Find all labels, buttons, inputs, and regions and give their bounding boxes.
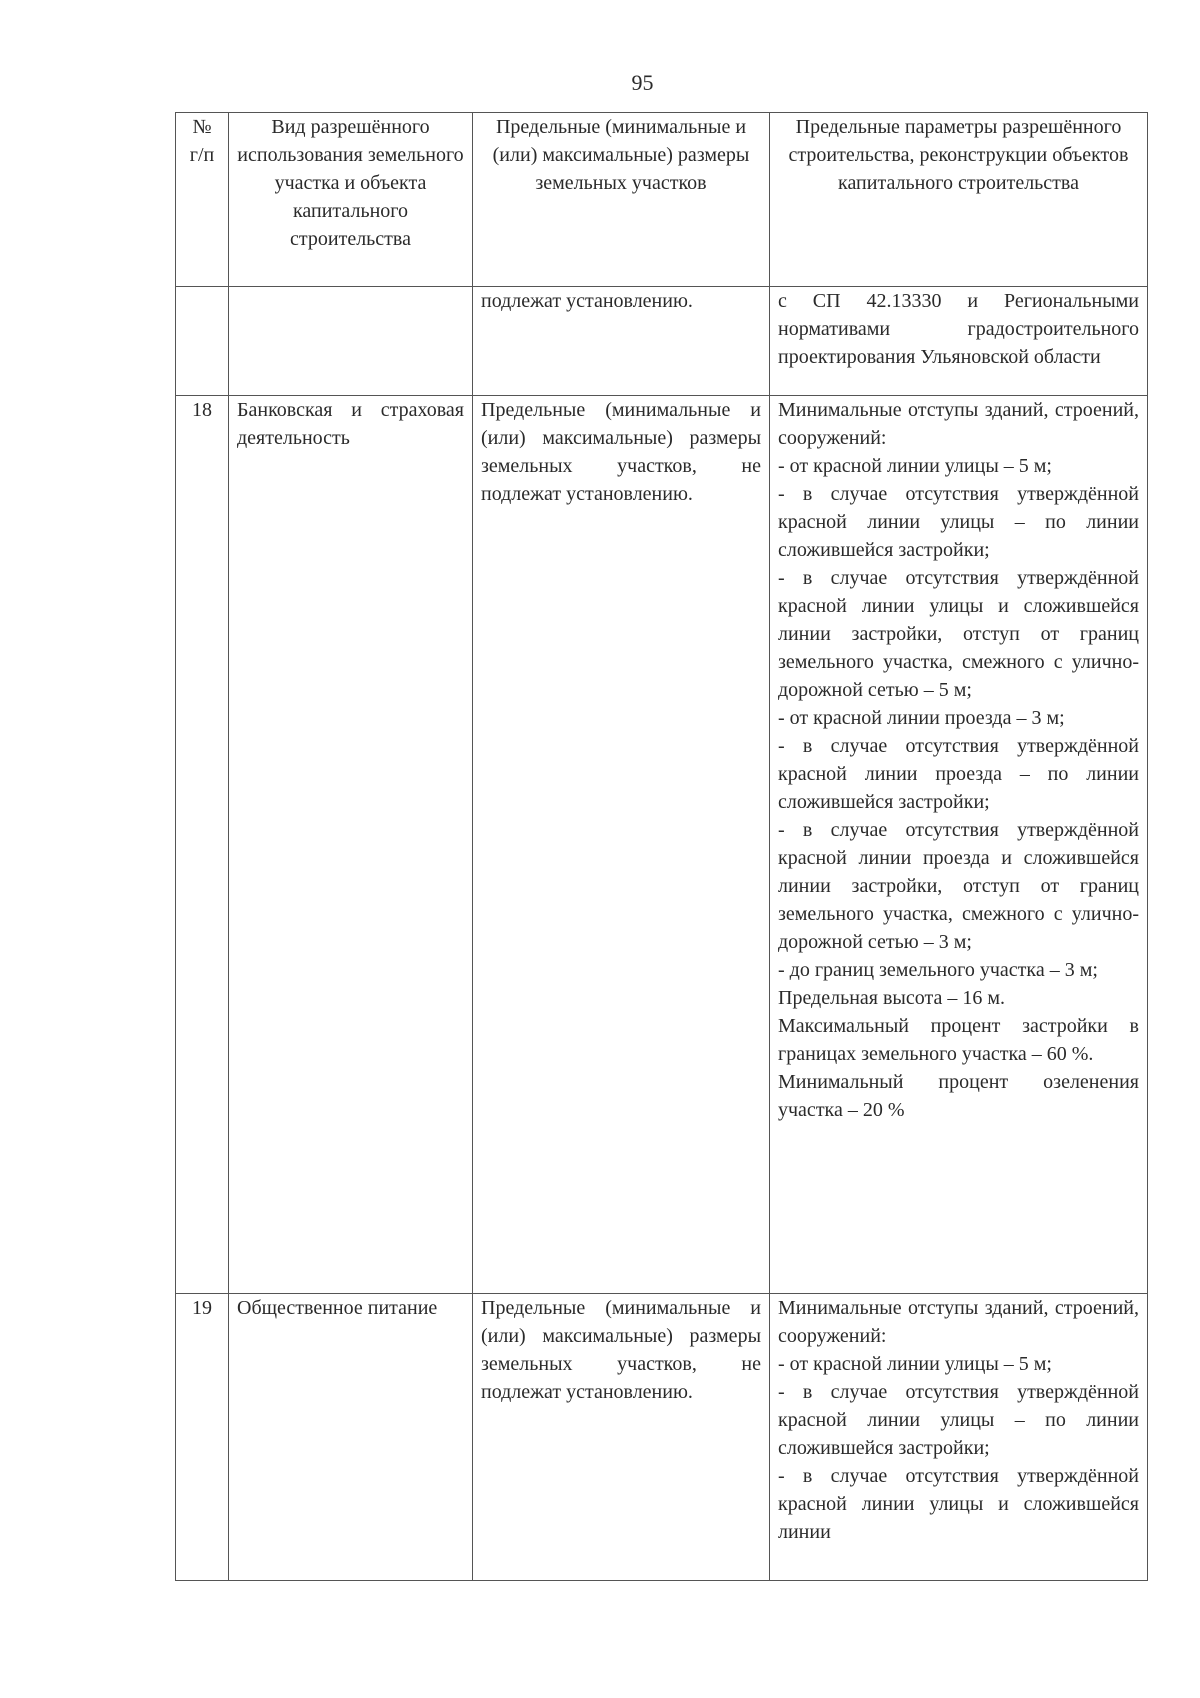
param-line: Минимальные отступы зданий, строений, сооружений: [778, 399, 1139, 449]
table-row [176, 1294, 1148, 1581]
param-line: - от красной линии проезда – 3 м; [778, 707, 1065, 729]
cell-plot-sizes: подлежат установлению. [473, 287, 770, 396]
cell-use-type [229, 287, 473, 396]
header-plot-sizes: Предельные (минимальные и (или) максимальные) размеры земельных участков [473, 113, 770, 287]
param-line: - в случае отсутствия утверждённой красной линии проезда и сложившейся линии застройки, отступ от границ земельного участка, смежного с улично-дорожной сетью – 3 м; [778, 819, 1139, 953]
param-line: Минимальные отступы зданий, строений, сооружений: [778, 1297, 1139, 1347]
header-number: № г/п [176, 113, 229, 287]
table-header-row [176, 113, 1148, 287]
cell-number: 19 [176, 1294, 229, 1581]
header-parameters: Предельные параметры разрешённого строительства, реконструкции объектов капитального строительства [770, 113, 1148, 287]
table-row [176, 396, 1148, 1294]
cell-parameters [770, 1294, 1148, 1581]
header-use-type: Вид разрешённого использования земельного участка и объекта капитального строительства [229, 113, 473, 287]
param-line: - в случае отсутствия утверждённой красной линии улицы и сложившейся линии застройки, отступ от границ земельного участка, смежного с улично-дорожной сетью – 5 м; [778, 567, 1139, 701]
cell-plot-sizes: Предельные (минимальные и (или) максимальные) размеры земельных участков, не подлежат установлению. [473, 1294, 770, 1581]
param-line: Предельная высота – 16 м. [778, 987, 1006, 1009]
param-line: Минимальный процент озеленения участка – 20 % [778, 1071, 1139, 1121]
param-line: - в случае отсутствия утверждённой красной линии проезда – по линии сложившейся застройки; [778, 735, 1139, 813]
cell-number [176, 287, 229, 396]
param-line: - от красной линии улицы – 5 м; [778, 455, 1052, 477]
param-line: - в случае отсутствия утверждённой красной линии улицы – по линии сложившейся застройки; [778, 483, 1139, 561]
param-line: - в случае отсутствия утверждённой красной линии улицы – по линии сложившейся застройки; [778, 1381, 1139, 1459]
param-line: - в случае отсутствия утверждённой красной линии улицы и сложившейся линии [778, 1465, 1139, 1543]
page-number: 95 [631, 70, 654, 95]
param-line: - от красной линии улицы – 5 м; [778, 1353, 1052, 1375]
param-line: - до границ земельного участка – 3 м; [778, 959, 1098, 981]
table-row [176, 287, 1148, 396]
cell-parameters: с СП 42.13330 и Региональными нормативами градостроительного проектирования Ульяновской области [770, 287, 1148, 396]
cell-parameters [770, 396, 1148, 1294]
cell-number: 18 [176, 396, 229, 1294]
regulations-table [175, 112, 1148, 1581]
cell-plot-sizes: Предельные (минимальные и (или) максимальные) размеры земельных участков, не подлежат установлению. [473, 396, 770, 1294]
cell-use-type: Общественное питание [229, 1294, 473, 1581]
param-line: Максимальный процент застройки в границах земельного участка – 60 %. [778, 1015, 1139, 1065]
cell-use-type: Банковская и страховая деятельность [229, 396, 473, 1294]
